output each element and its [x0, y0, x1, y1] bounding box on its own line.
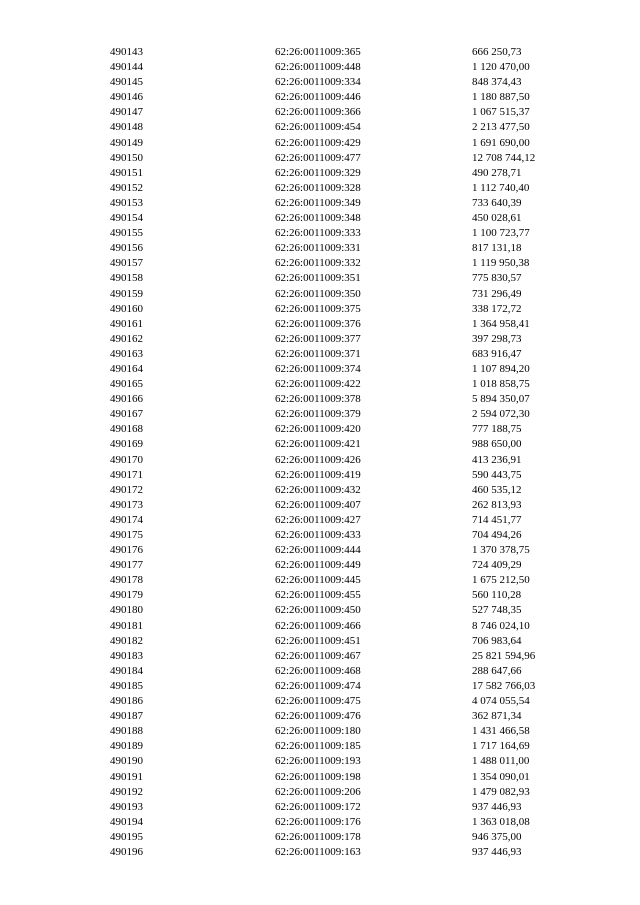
row-number-cell: 490167	[110, 408, 143, 421]
cadastral-number-cell: 62:26:0011009:426	[275, 453, 361, 466]
cadastral-value-cell: 777 188,75	[472, 423, 522, 436]
cadastral-value-cell: 490 278,71	[472, 166, 522, 179]
row-number-cell: 490155	[110, 227, 143, 240]
cadastral-number-cell: 62:26:0011009:455	[275, 589, 361, 602]
cadastral-value-cell: 1 717 164,69	[472, 740, 530, 753]
table-row	[110, 558, 572, 573]
cadastral-value-cell: 683 916,47	[472, 347, 522, 360]
row-number-cell: 490157	[110, 257, 143, 270]
table-row	[110, 498, 572, 513]
cadastral-number-cell: 62:26:0011009:349	[275, 196, 361, 209]
table-row	[110, 815, 572, 830]
cadastral-number-cell: 62:26:0011009:178	[275, 830, 361, 843]
cadastral-number-cell: 62:26:0011009:422	[275, 378, 361, 391]
cadastral-value-cell: 946 375,00	[472, 830, 522, 843]
cadastral-number-cell: 62:26:0011009:476	[275, 710, 361, 723]
row-number-cell: 490163	[110, 347, 143, 360]
cadastral-value-cell: 1 120 470,00	[472, 61, 530, 74]
cadastral-value-cell: 733 640,39	[472, 196, 522, 209]
cadastral-number-cell: 62:26:0011009:427	[275, 513, 361, 526]
cadastral-number-cell: 62:26:0011009:432	[275, 483, 361, 496]
cadastral-value-table	[110, 45, 572, 860]
row-number-cell: 490160	[110, 302, 143, 315]
cadastral-number-cell: 62:26:0011009:421	[275, 438, 361, 451]
row-number-cell: 490192	[110, 785, 143, 798]
cadastral-value-cell: 666 250,73	[472, 46, 522, 58]
row-number-cell: 490156	[110, 242, 143, 255]
cadastral-number-cell: 62:26:0011009:328	[275, 181, 361, 194]
table-row	[110, 136, 572, 151]
table-row	[110, 437, 572, 452]
row-number-cell: 490185	[110, 679, 143, 692]
cadastral-number-cell: 62:26:0011009:331	[275, 242, 361, 255]
row-number-cell: 490158	[110, 272, 143, 285]
row-number-cell: 490178	[110, 574, 143, 587]
table-row	[110, 603, 572, 618]
row-number-cell: 490168	[110, 423, 143, 436]
table-row	[110, 392, 572, 407]
row-number-cell: 490170	[110, 453, 143, 466]
cadastral-value-cell: 1 431 466,58	[472, 725, 530, 738]
row-number-cell: 490151	[110, 166, 143, 179]
cadastral-value-cell: 706 983,64	[472, 634, 522, 647]
table-row	[110, 377, 572, 392]
row-number-cell: 490161	[110, 317, 143, 330]
table-row	[110, 105, 572, 120]
cadastral-number-cell: 62:26:0011009:444	[275, 544, 361, 557]
row-number-cell: 490182	[110, 634, 143, 647]
cadastral-number-cell: 62:26:0011009:407	[275, 498, 361, 511]
row-number-cell: 490177	[110, 559, 143, 572]
row-number-cell: 490165	[110, 378, 143, 391]
cadastral-value-cell: 460 535,12	[472, 483, 522, 496]
table-row	[110, 332, 572, 347]
cadastral-number-cell: 62:26:0011009:333	[275, 227, 361, 240]
cadastral-number-cell: 62:26:0011009:475	[275, 695, 361, 708]
cadastral-number-cell: 62:26:0011009:466	[275, 619, 361, 632]
row-number-cell: 490153	[110, 196, 143, 209]
row-number-cell: 490183	[110, 649, 143, 662]
table-row	[110, 739, 572, 754]
row-number-cell: 490166	[110, 393, 143, 406]
row-number-cell: 490196	[110, 845, 143, 858]
cadastral-value-cell: 4 074 055,54	[472, 695, 530, 708]
cadastral-number-cell: 62:26:0011009:334	[275, 76, 361, 89]
cadastral-number-cell: 62:26:0011009:163	[275, 845, 361, 858]
cadastral-number-cell: 62:26:0011009:467	[275, 649, 361, 662]
cadastral-value-cell: 362 871,34	[472, 710, 522, 723]
cadastral-number-cell: 62:26:0011009:429	[275, 136, 361, 149]
table-row	[110, 181, 572, 196]
row-number-cell: 490144	[110, 61, 143, 74]
cadastral-number-cell: 62:26:0011009:450	[275, 604, 361, 617]
cadastral-number-cell: 62:26:0011009:348	[275, 212, 361, 225]
row-number-cell: 490184	[110, 664, 143, 677]
table-row	[110, 166, 572, 181]
row-number-cell: 490174	[110, 513, 143, 526]
table-row	[110, 362, 572, 377]
cadastral-value-cell: 848 374,43	[472, 76, 522, 89]
table-row	[110, 90, 572, 105]
cadastral-number-cell: 62:26:0011009:451	[275, 634, 361, 647]
row-number-cell: 490169	[110, 438, 143, 451]
cadastral-value-cell: 25 821 594,96	[472, 649, 536, 662]
table-row	[110, 422, 572, 437]
row-number-cell: 490180	[110, 604, 143, 617]
table-row	[110, 256, 572, 271]
table-row	[110, 407, 572, 422]
cadastral-value-cell: 590 443,75	[472, 468, 522, 481]
cadastral-number-cell: 62:26:0011009:377	[275, 332, 361, 345]
cadastral-value-cell: 8 746 024,10	[472, 619, 530, 632]
row-number-cell: 490159	[110, 287, 143, 300]
cadastral-value-cell: 1 067 515,37	[472, 106, 530, 119]
cadastral-value-cell: 1 354 090,01	[472, 770, 530, 783]
cadastral-value-cell: 1 018 858,75	[472, 378, 530, 391]
cadastral-number-cell: 62:26:0011009:446	[275, 91, 361, 104]
cadastral-value-cell: 1 180 887,50	[472, 91, 530, 104]
table-row	[110, 528, 572, 543]
cadastral-number-cell: 62:26:0011009:375	[275, 302, 361, 315]
row-number-cell: 490191	[110, 770, 143, 783]
row-number-cell: 490162	[110, 332, 143, 345]
cadastral-number-cell: 62:26:0011009:420	[275, 423, 361, 436]
row-number-cell: 490150	[110, 151, 143, 164]
cadastral-value-cell: 724 409,29	[472, 559, 522, 572]
cadastral-number-cell: 62:26:0011009:449	[275, 559, 361, 572]
row-number-cell: 490173	[110, 498, 143, 511]
table-row	[110, 619, 572, 634]
table-row	[110, 226, 572, 241]
cadastral-value-cell: 17 582 766,03	[472, 679, 536, 692]
cadastral-number-cell: 62:26:0011009:419	[275, 468, 361, 481]
cadastral-number-cell: 62:26:0011009:477	[275, 151, 361, 164]
cadastral-value-cell: 1 363 018,08	[472, 815, 530, 828]
row-number-cell: 490146	[110, 91, 143, 104]
cadastral-value-cell: 288 647,66	[472, 664, 522, 677]
cadastral-number-cell: 62:26:0011009:198	[275, 770, 361, 783]
cadastral-number-cell: 62:26:0011009:176	[275, 815, 361, 828]
table-row	[110, 483, 572, 498]
cadastral-value-cell: 338 172,72	[472, 302, 522, 315]
row-number-cell: 490195	[110, 830, 143, 843]
cadastral-value-cell: 12 708 744,12	[472, 151, 536, 164]
row-number-cell: 490193	[110, 800, 143, 813]
row-number-cell: 490143	[110, 46, 143, 58]
row-number-cell: 490152	[110, 181, 143, 194]
table-row	[110, 287, 572, 302]
cadastral-number-cell: 62:26:0011009:180	[275, 725, 361, 738]
cadastral-number-cell: 62:26:0011009:351	[275, 272, 361, 285]
cadastral-value-cell: 1 488 011,00	[472, 755, 530, 768]
table-row	[110, 588, 572, 603]
table-row	[110, 845, 572, 860]
row-number-cell: 490188	[110, 725, 143, 738]
table-row	[110, 770, 572, 785]
table-row	[110, 573, 572, 588]
cadastral-value-cell: 937 446,93	[472, 845, 522, 858]
table-row	[110, 800, 572, 815]
row-number-cell: 490189	[110, 740, 143, 753]
row-number-cell: 490176	[110, 544, 143, 557]
table-row	[110, 830, 572, 845]
cadastral-number-cell: 62:26:0011009:332	[275, 257, 361, 270]
table-body	[110, 45, 572, 860]
cadastral-number-cell: 62:26:0011009:468	[275, 664, 361, 677]
table-row	[110, 302, 572, 317]
cadastral-number-cell: 62:26:0011009:185	[275, 740, 361, 753]
row-number-cell: 490145	[110, 76, 143, 89]
cadastral-value-cell: 1 675 212,50	[472, 574, 530, 587]
cadastral-value-cell: 988 650,00	[472, 438, 522, 451]
table-row	[110, 453, 572, 468]
row-number-cell: 490190	[110, 755, 143, 768]
cadastral-value-cell: 1 119 950,38	[472, 257, 530, 270]
table-row	[110, 75, 572, 90]
cadastral-value-cell: 731 296,49	[472, 287, 522, 300]
row-number-cell: 490194	[110, 815, 143, 828]
table-row	[110, 724, 572, 739]
row-number-cell: 490149	[110, 136, 143, 149]
table-row	[110, 347, 572, 362]
table-row	[110, 45, 572, 60]
row-number-cell: 490181	[110, 619, 143, 632]
cadastral-number-cell: 62:26:0011009:193	[275, 755, 361, 768]
cadastral-value-cell: 1 364 958,41	[472, 317, 530, 330]
table-row	[110, 513, 572, 528]
table-row	[110, 754, 572, 769]
table-row	[110, 60, 572, 75]
table-row	[110, 709, 572, 724]
row-number-cell: 490148	[110, 121, 143, 134]
cadastral-number-cell: 62:26:0011009:454	[275, 121, 361, 134]
table-row	[110, 241, 572, 256]
table-row	[110, 649, 572, 664]
cadastral-number-cell: 62:26:0011009:474	[275, 679, 361, 692]
table-row	[110, 664, 572, 679]
cadastral-value-cell: 1 479 082,93	[472, 785, 530, 798]
cadastral-value-cell: 5 894 350,07	[472, 393, 530, 406]
table-row	[110, 679, 572, 694]
row-number-cell: 490147	[110, 106, 143, 119]
row-number-cell: 490154	[110, 212, 143, 225]
cadastral-number-cell: 62:26:0011009:433	[275, 529, 361, 541]
table-row	[110, 785, 572, 800]
cadastral-number-cell: 62:26:0011009:374	[275, 362, 361, 375]
cadastral-value-cell: 1 107 894,20	[472, 362, 530, 375]
cadastral-value-cell: 1 370 378,75	[472, 544, 530, 557]
cadastral-number-cell: 62:26:0011009:366	[275, 106, 361, 119]
row-number-cell: 490172	[110, 483, 143, 496]
cadastral-number-cell: 62:26:0011009:206	[275, 785, 361, 798]
table-row	[110, 151, 572, 166]
table-row	[110, 543, 572, 558]
cadastral-value-cell: 413 236,91	[472, 453, 522, 466]
cadastral-number-cell: 62:26:0011009:379	[275, 408, 361, 421]
cadastral-number-cell: 62:26:0011009:371	[275, 347, 361, 360]
row-number-cell: 490175	[110, 529, 143, 541]
cadastral-value-cell: 1 100 723,77	[472, 227, 530, 240]
cadastral-value-cell: 450 028,61	[472, 212, 522, 225]
cadastral-number-cell: 62:26:0011009:378	[275, 393, 361, 406]
cadastral-value-cell: 2 594 072,30	[472, 408, 530, 421]
table-row	[110, 468, 572, 483]
table-row	[110, 196, 572, 211]
cadastral-value-cell: 714 451,77	[472, 513, 522, 526]
cadastral-number-cell: 62:26:0011009:448	[275, 61, 361, 74]
table-row	[110, 317, 572, 332]
cadastral-value-cell: 397 298,73	[472, 332, 522, 345]
cadastral-value-cell: 560 110,28	[472, 589, 522, 602]
row-number-cell: 490187	[110, 710, 143, 723]
row-number-cell: 490164	[110, 362, 143, 375]
table-row	[110, 271, 572, 286]
cadastral-value-cell: 1 691 690,00	[472, 136, 530, 149]
table-row	[110, 694, 572, 709]
cadastral-number-cell: 62:26:0011009:376	[275, 317, 361, 330]
cadastral-value-cell: 2 213 477,50	[472, 121, 530, 134]
cadastral-value-cell: 817 131,18	[472, 242, 522, 255]
cadastral-number-cell: 62:26:0011009:365	[275, 46, 361, 58]
table-row	[110, 634, 572, 649]
cadastral-number-cell: 62:26:0011009:172	[275, 800, 361, 813]
cadastral-value-cell: 262 813,93	[472, 498, 522, 511]
row-number-cell: 490186	[110, 695, 143, 708]
table-row	[110, 211, 572, 226]
cadastral-number-cell: 62:26:0011009:350	[275, 287, 361, 300]
cadastral-value-cell: 527 748,35	[472, 604, 522, 617]
cadastral-value-cell: 937 446,93	[472, 800, 522, 813]
cadastral-number-cell: 62:26:0011009:445	[275, 574, 361, 587]
row-number-cell: 490171	[110, 468, 143, 481]
cadastral-value-cell: 775 830,57	[472, 272, 522, 285]
cadastral-value-cell: 1 112 740,40	[472, 181, 530, 194]
row-number-cell: 490179	[110, 589, 143, 602]
table-row	[110, 120, 572, 135]
cadastral-value-cell: 704 494,26	[472, 529, 522, 541]
cadastral-number-cell: 62:26:0011009:329	[275, 166, 361, 179]
